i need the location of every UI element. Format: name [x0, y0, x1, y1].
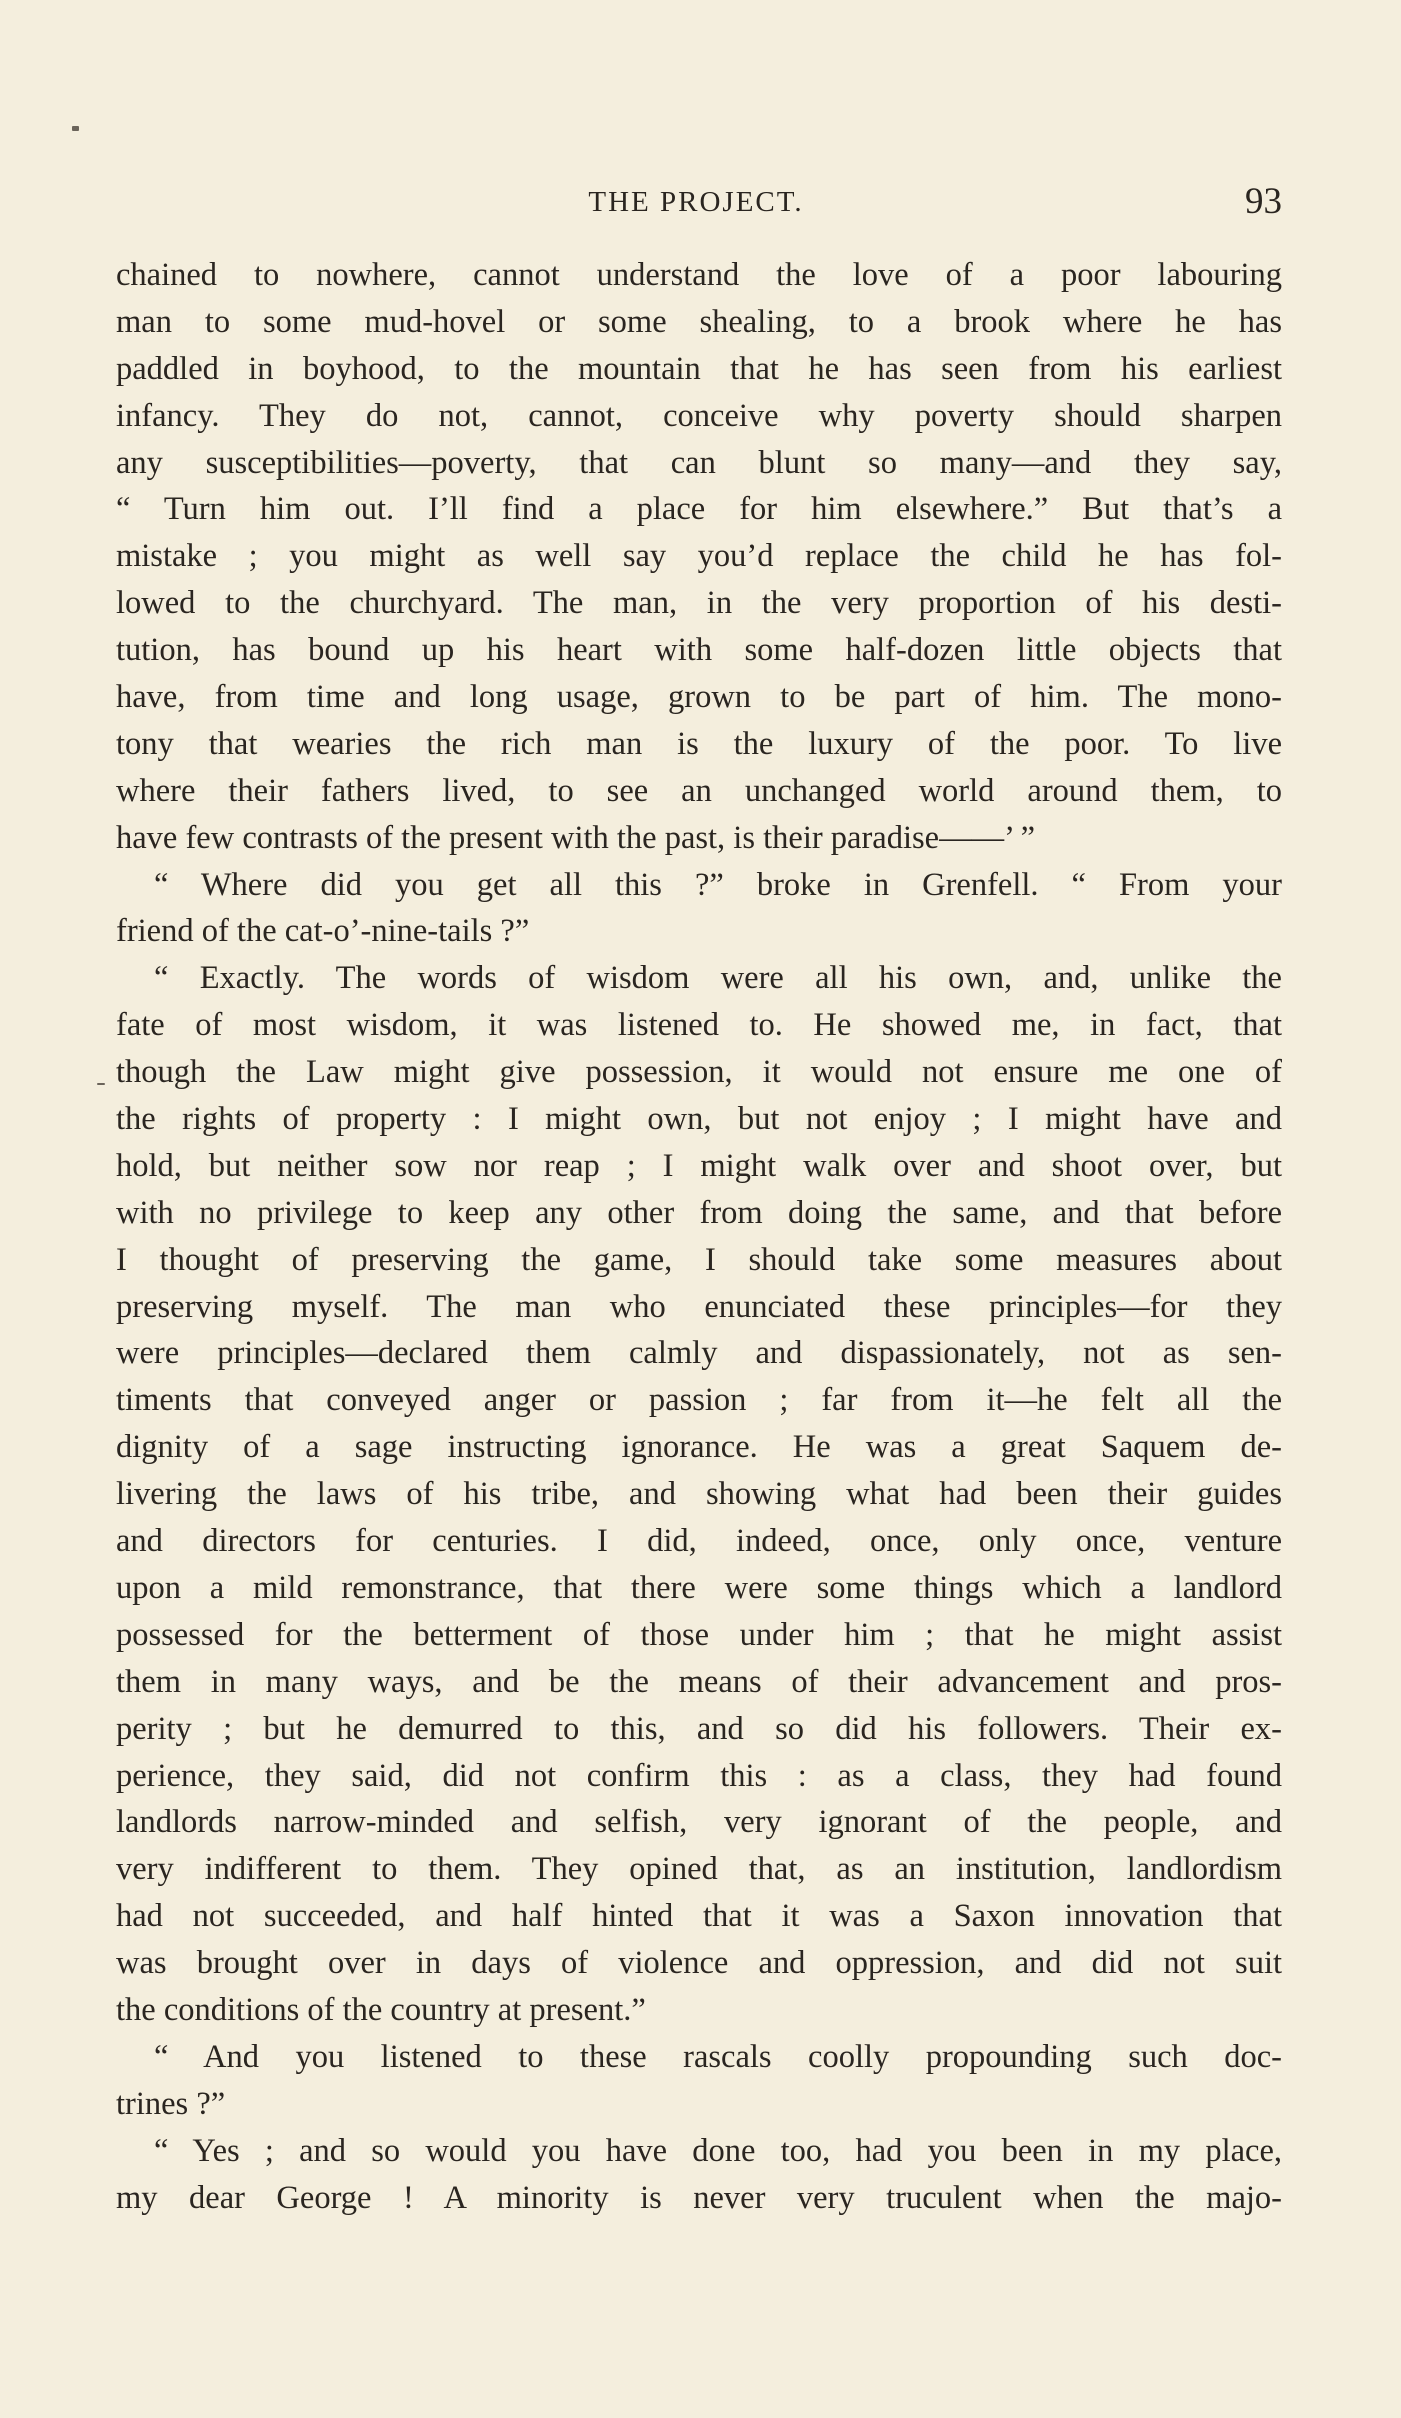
text-line: “ Where did you get all this ?” broke in Grenfell. “ From your — [154, 866, 1282, 903]
text-line: any susceptibilities—poverty, that can blunt so many—and they say, — [116, 444, 1282, 481]
text-line: were principles—declared them calmly and dispassionately, not as sen- — [116, 1335, 1282, 1372]
text-line: was brought over in days of violence and oppression, and did not suit — [116, 1945, 1282, 1982]
text-line: timents that conveyed anger or passion ; far from it—he felt all the — [116, 1382, 1282, 1419]
text-line: tution, has bound up his heart with some half-dozen little objects that — [116, 632, 1282, 669]
text-line: perience, they said, did not confirm this : as a class, they had found — [116, 1757, 1282, 1794]
text-line: perity ; but he demurred to this, and so did his followers. Their ex- — [116, 1710, 1282, 1747]
text-line: where their fathers lived, to see an unchanged world around them, to — [116, 772, 1282, 809]
text-line: very indifferent to them. They opined that, as an institution, landlordism — [116, 1851, 1282, 1888]
text-line: dignity of a sage instructing ignorance. He was a great Saquem de- — [116, 1429, 1282, 1466]
text-line: “ Exactly. The words of wisdom were all his own, and, unlike the — [154, 960, 1282, 997]
text-line: landlords narrow-minded and selfish, very ignorant of the people, and — [116, 1804, 1282, 1841]
text-line: the conditions of the country at present.” — [116, 1991, 646, 2028]
text-line: them in many ways, and be the means of their advancement and pros- — [116, 1663, 1282, 1700]
text-line: fate of most wisdom, it was listened to. He showed me, in fact, that — [116, 1007, 1282, 1044]
text-line: mistake ; you might as well say you’d replace the child he has fol- — [116, 538, 1282, 575]
text-line: “ Turn him out. I’ll find a place for him elsewhere.” But that’s a — [116, 491, 1282, 528]
text-line: the rights of property : I might own, but not enjoy ; I might have and — [116, 1101, 1282, 1138]
page-header — [110, 178, 1282, 226]
text-line: infancy. They do not, cannot, conceive why poverty should sharpen — [116, 397, 1282, 434]
text-line: hold, but neither sow nor reap ; I might walk over and shoot over, but — [116, 1147, 1282, 1184]
text-line: trines ?” — [116, 2085, 226, 2122]
text-line: have few contrasts of the present with the past, is their paradise——’ ” — [116, 819, 1036, 856]
text-line: my dear George ! A minority is never very truculent when the majo- — [116, 2179, 1282, 2216]
text-line: upon a mild remonstrance, that there were some things which a landlord — [116, 1569, 1282, 1606]
page-number: 93 — [1245, 181, 1282, 222]
text-line: though the Law might give possession, it would not ensure me one of — [116, 1054, 1282, 1091]
text-line: and directors for centuries. I did, indeed, once, only once, venture — [116, 1523, 1282, 1560]
text-line: have, from time and long usage, grown to be part of him. The mono- — [116, 679, 1282, 716]
text-line: “ And you listened to these rascals coolly propounding such doc- — [154, 2038, 1282, 2075]
text-line: lowed to the churchyard. The man, in the very proportion of his desti- — [116, 585, 1282, 622]
text-line: “ Yes ; and so would you have done too, had you been in my place, — [154, 2132, 1282, 2169]
print-speck-margin — [97, 1083, 105, 1085]
body-text — [116, 252, 1282, 2221]
text-line: livering the laws of his tribe, and showing what had been their guides — [116, 1476, 1282, 1513]
text-line: paddled in boyhood, to the mountain that he has seen from his earliest — [116, 350, 1282, 387]
text-line: tony that wearies the rich man is the luxury of the poor. To live — [116, 725, 1282, 762]
text-line: chained to nowhere, cannot understand the love of a poor labouring — [116, 257, 1282, 293]
text-line: had not succeeded, and half hinted that it was a Saxon innovation that — [116, 1898, 1282, 1935]
text-line: with no privilege to keep any other from doing the same, and that before — [116, 1194, 1282, 1231]
text-line: man to some mud-hovel or some shealing, to a brook where he has — [116, 303, 1282, 340]
text-line: friend of the cat-o’-nine-tails ?” — [116, 913, 530, 950]
print-speck-top — [72, 126, 79, 131]
running-head: THE PROJECT. — [588, 186, 804, 218]
text-line: I thought of preserving the game, I should take some measures about — [116, 1241, 1282, 1278]
text-line: possessed for the betterment of those under him ; that he might assist — [116, 1616, 1282, 1653]
text-line: preserving myself. The man who enunciated these principles—for they — [116, 1288, 1282, 1325]
